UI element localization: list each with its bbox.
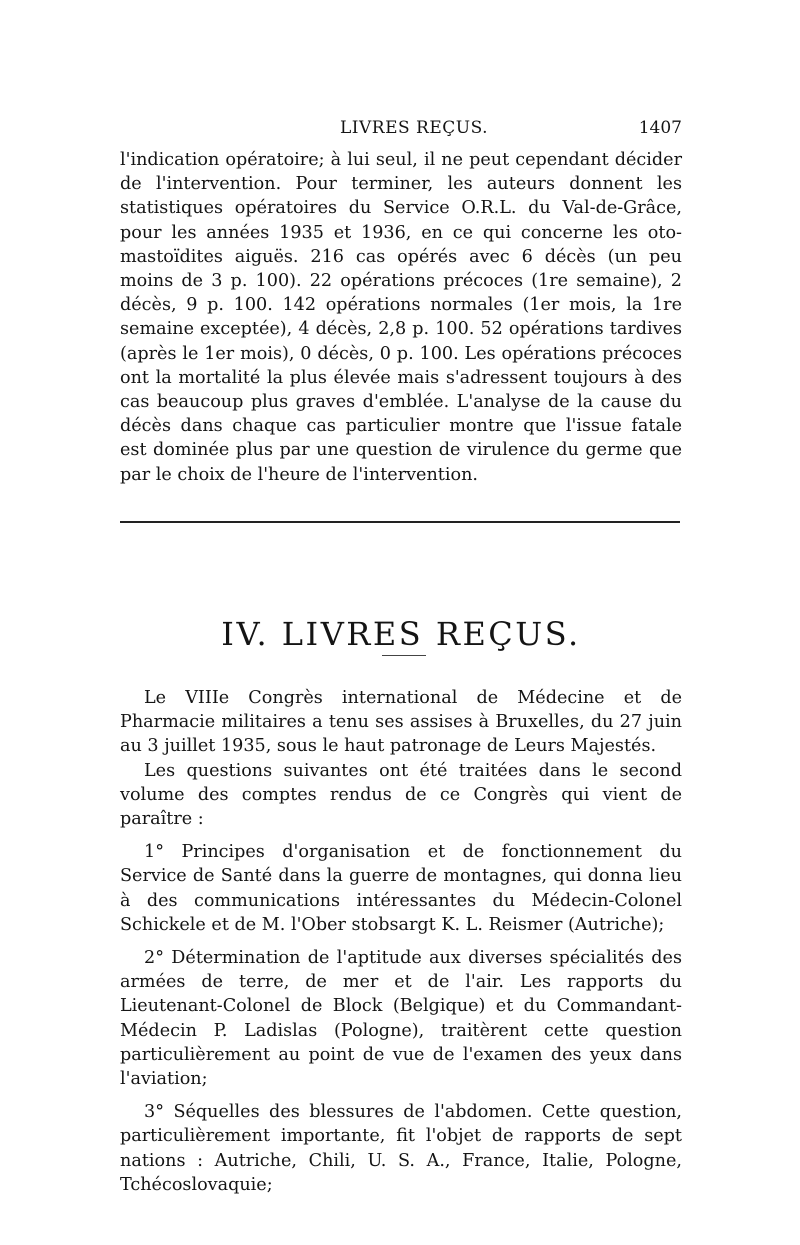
paragraph-item-1: 1° Principes d'organisation et de fonctionnement du Service de Santé dans la guerre de montagnes, qui donna lieu à des communications intéressantes du Médecin-Colonel Schickele et de M. l'Ober stobsargt K. L. Reismer (Autriche); (120, 842, 682, 935)
section-body (120, 686, 682, 1197)
section-title: IV. LIVRES REÇUS. (221, 614, 581, 653)
continued-paragraph: l'indication opératoire; à lui seul, il ne peut cependant décider de l'intervention. Pour terminer, les auteurs donnent les statistiques opératoires du Service O.R.L. du Val-de-Grâce, pour les années 1935 et 1936, en ce qui concerne les oto-mastoïdites aiguës. 216 cas opérés avec 6 décès (un peu moins de 3 p. 100). 22 opérations précoces (1re semaine), 2 décès, 9 p. 100. 142 opérations normales (1er mois, la 1re semaine exceptée), 4 décès, 2,8 p. 100. 52 opérations tardives (après le 1er mois), 0 décès, 0 p. 100. Les opérations précoces ont la mortalité la plus élevée mais s'adressent toujours à des cas beaucoup plus graves d'emblée. L'analyse de la cause du décès dans chaque cas particulier montre que l'issue fatale est dominée plus par une question de virulence du germe que par le choix de l'heure de l'intervention. (120, 150, 682, 485)
paragraph-congress: Le VIIIe Congrès international de Médecine et de Pharmacie militaires a tenu ses assises à Bruxelles, du 27 juin au 3 juillet 1935, sous le haut patronage de Leurs Majestés. (120, 688, 682, 757)
continued-text-block (120, 148, 682, 487)
paragraph-questions: Les questions suivantes ont été traitées dans le second volume des comptes rendus de ce Congrès qui vient de paraître : (120, 760, 682, 830)
running-header (120, 118, 682, 142)
paragraph-item-2: 2° Détermination de l'aptitude aux diverses spécialités des armées de terre, de mer et de l'air. Les rapports du Lieutenant-Colonel de Block (Belgique) et du Commandant-Médecin P. Ladislas (Pologne), traitèrent cette question particulièrement au point de vue de l'examen des yeux dans l'aviation; (120, 948, 682, 1090)
title-underline (382, 655, 426, 656)
paragraph-item-3: 3° Séquelles des blessures de l'abdomen. Cette question, particulièrement importante, fit l'objet de rapports de sept nations : Autriche, Chili, U. S. A., France, Italie, Pologne, Tchécoslovaquie; (120, 1102, 682, 1195)
running-title: LIVRES REÇUS. (340, 118, 489, 138)
section-divider (120, 521, 680, 523)
page-number: 1407 (638, 118, 682, 138)
